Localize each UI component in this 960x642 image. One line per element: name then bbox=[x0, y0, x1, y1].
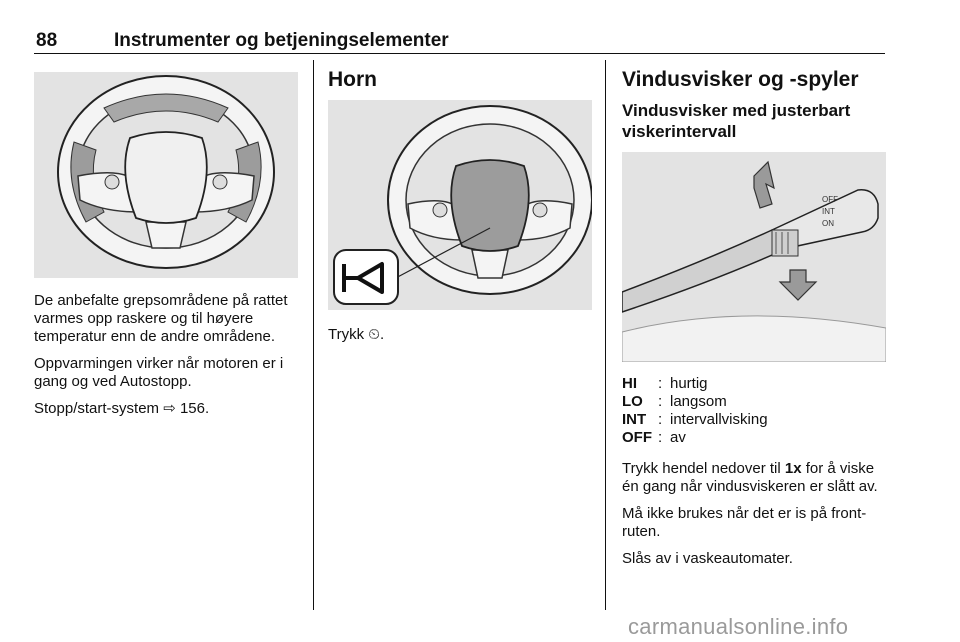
definition-term: HI bbox=[622, 375, 637, 392]
press-end: . bbox=[379, 326, 385, 343]
paragraph-car-wash: Slås av i vaskeautomater. bbox=[622, 550, 793, 567]
paragraph-heating-active: Oppvarmingen virker når motoren er i gang og ved Autostopp. bbox=[34, 355, 284, 390]
definition-row bbox=[622, 393, 768, 411]
wiper-lever-drawing bbox=[622, 152, 886, 362]
horn-steering-wheel-illustration bbox=[328, 100, 592, 310]
paragraph-ice-warning: Må ikke brukes når det er is på frontruten. bbox=[622, 505, 867, 540]
column-divider-left bbox=[313, 60, 314, 610]
steering-wheel-drawing bbox=[34, 72, 298, 278]
definition-row bbox=[622, 375, 768, 393]
definition-term: OFF bbox=[622, 429, 652, 446]
horn-wheel-drawing bbox=[328, 100, 592, 310]
horn-instruction bbox=[328, 326, 594, 344]
cross-reference bbox=[34, 400, 300, 418]
single-wipe-text-start: Trykk hendel nedover til bbox=[622, 460, 785, 477]
single-wipe-text-end: for å viske én gang når vindusviskeren er slått av. bbox=[622, 460, 878, 495]
press-label: Trykk bbox=[328, 326, 365, 343]
page-ref-arrow-icon: ⇨ bbox=[163, 400, 176, 417]
definition-term: INT bbox=[622, 411, 647, 428]
page-title: Instrumenter og betjeningselementer bbox=[114, 30, 449, 51]
definition-desc: hurtig bbox=[670, 375, 708, 392]
paragraph-grip-areas: De anbefalte grepsområdene på rattet varmes opp raskere og til høyere temperatur enn de andre områdene. bbox=[34, 292, 288, 345]
heated-steering-wheel-illustration bbox=[34, 72, 298, 278]
wiper-speed-definitions bbox=[622, 375, 768, 447]
page-number: 88 bbox=[36, 30, 58, 51]
wiper-subheading: Vindusvisker med justerbart viskerintervall bbox=[622, 101, 851, 141]
wiper-heading: Vindusvisker og -spyler bbox=[622, 68, 859, 91]
definition-desc: langsom bbox=[670, 393, 727, 410]
horn-icon: ⏲ bbox=[368, 326, 380, 343]
definition-term: LO bbox=[622, 393, 643, 410]
paragraph-single-wipe bbox=[622, 460, 888, 496]
definition-row bbox=[622, 429, 768, 447]
horn-heading: Horn bbox=[328, 68, 377, 91]
definition-separator: : bbox=[658, 411, 663, 428]
single-wipe-bold: 1x bbox=[784, 460, 802, 477]
definition-desc: av bbox=[670, 429, 686, 446]
xref-page: 156. bbox=[179, 400, 210, 417]
definition-separator: : bbox=[658, 393, 663, 410]
header-divider bbox=[34, 53, 885, 54]
wiper-lever-illustration bbox=[622, 152, 886, 362]
definition-row bbox=[622, 411, 768, 429]
svg-text:OFF: OFF bbox=[822, 195, 838, 204]
left-column-text bbox=[34, 292, 300, 427]
definition-separator: : bbox=[658, 429, 663, 446]
svg-text:ON: ON bbox=[822, 219, 834, 228]
wiper-instructions bbox=[622, 460, 888, 577]
definition-desc: intervallvisking bbox=[670, 411, 768, 428]
watermark: carmanualsonline.info bbox=[628, 614, 849, 639]
column-divider-right bbox=[605, 60, 606, 610]
xref-label: Stopp/start-system bbox=[34, 400, 160, 417]
definition-separator: : bbox=[658, 375, 663, 392]
svg-text:INT: INT bbox=[822, 207, 835, 216]
